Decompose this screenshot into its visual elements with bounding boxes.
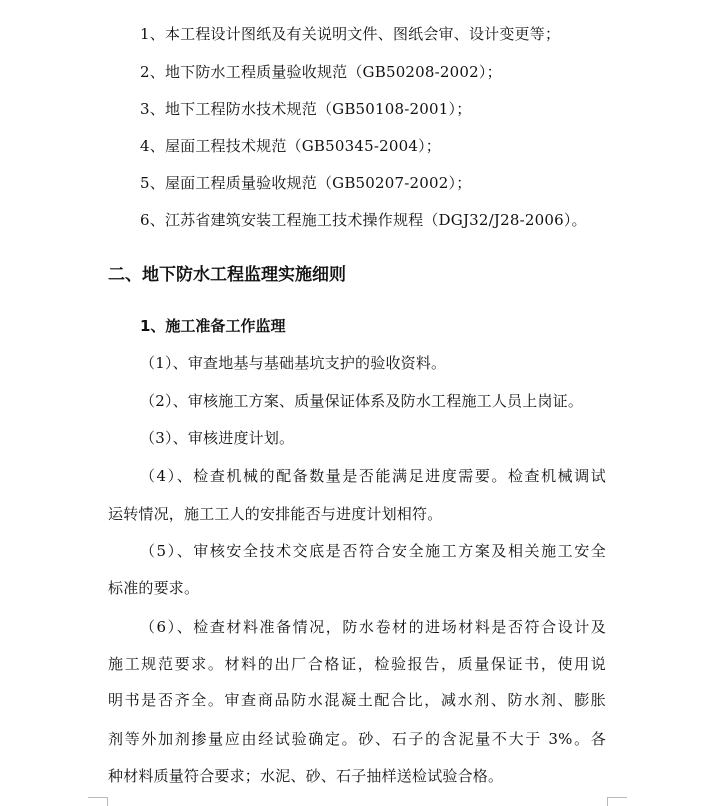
paragraph-line: 种材料质量符合要求；水泥、砂、石子抽样送检试验合格。 (108, 767, 504, 785)
section-heading: 二、地下防水工程监理实施细则 (108, 265, 346, 285)
paragraph-line: 施工规范要求。材料的出厂合格证，检验报告，质量保证书，使用说 (108, 655, 606, 673)
reference-item-3: 3、地下工程防水技术规范（GB50108-2001）； (140, 100, 472, 118)
reference-item-6: 6、江苏省建筑安装工程施工技术操作规程（DGJ32/J28-2006）。 (140, 211, 587, 229)
paragraph-line: 运转情况，施工工人的安排能否与进度计划相符。 (108, 505, 443, 523)
crop-mark (607, 797, 608, 806)
paragraph-line: （5）、审核安全技术交底是否符合安全施工方案及相关施工安全 (140, 542, 606, 560)
paragraph-line: （4）、检查机械的配备数量是否能满足进度需要。检查机械调试 (140, 467, 606, 485)
crop-mark (88, 797, 108, 798)
reference-item-1: 1、本工程设计图纸及有关说明文件、图纸会审、设计变更等； (140, 25, 561, 43)
paragraph-line: 剂等外加剂掺量应由经试验确定。砂、石子的含泥量不大于 3%。各 (108, 730, 606, 748)
reference-item-5: 5、屋面工程质量验收规范（GB50207-2002）； (140, 174, 472, 192)
paragraph-line: （2）、审核施工方案、质量保证体系及防水工程施工人员上岗证。 (140, 392, 584, 410)
subsection-heading: 1、施工准备工作监理 (140, 317, 286, 335)
crop-mark (607, 797, 627, 798)
reference-item-2: 2、地下防水工程质量验收规范（GB50208-2002）； (140, 63, 502, 81)
paragraph-line: （3）、审核进度计划。 (140, 429, 295, 447)
paragraph-line: （1）、审查地基与基础基坑支护的验收资料。 (140, 354, 447, 372)
paragraph-line: 标准的要求。 (108, 579, 200, 597)
reference-item-4: 4、屋面工程技术规范（GB50345-2004）； (140, 137, 442, 155)
crop-mark (107, 797, 108, 806)
paragraph-line: 明书是否齐全。审查商品防水混凝土配合比，减水剂、防水剂、膨胀 (108, 691, 606, 709)
paragraph-line: （6）、检查材料准备情况，防水卷材的进场材料是否符合设计及 (140, 618, 606, 636)
